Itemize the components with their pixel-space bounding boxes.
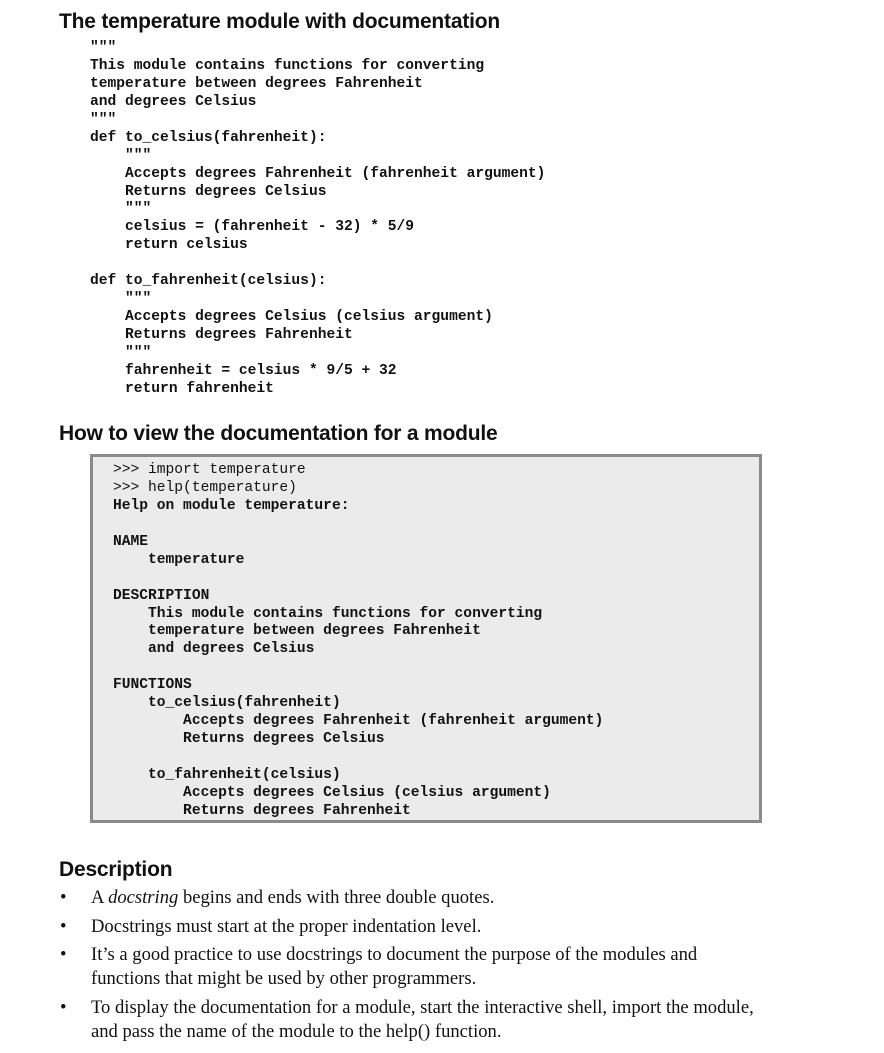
page-title: The temperature module with documentation xyxy=(59,10,501,33)
shell-block xyxy=(113,462,603,821)
bullet: • xyxy=(60,944,67,965)
shell-line: to_fahrenheit(celsius) xyxy=(113,766,341,783)
shell-line: FUNCTIONS xyxy=(113,677,192,694)
shell-line: NAME xyxy=(113,533,149,550)
bullet: • xyxy=(60,915,67,937)
bullet: • xyxy=(60,887,67,908)
code-line: return fahrenheit xyxy=(90,380,274,397)
list-item xyxy=(59,943,759,991)
list-item xyxy=(59,886,759,910)
list-item-text: begins and ends with three double quotes. xyxy=(178,887,495,908)
shell-line: temperature between degrees Fahrenheit xyxy=(113,623,481,640)
shell-output-panel xyxy=(90,454,762,823)
code-line: """ xyxy=(90,291,152,308)
shell-line: and degrees Celsius xyxy=(113,641,315,658)
list-item-text: Docstrings must start at the proper indentation level. xyxy=(91,915,482,937)
list-item xyxy=(59,915,759,939)
shell-line: Help on module temperature: xyxy=(113,497,350,514)
code-line xyxy=(90,255,545,273)
code-line: """ xyxy=(90,111,117,128)
shell-line: Returns degrees Celsius xyxy=(113,731,385,748)
bullet: • xyxy=(60,996,67,1018)
code-block xyxy=(90,40,545,399)
code-line: def to_fahrenheit(celsius): xyxy=(90,273,327,290)
shell-line: Returns degrees Fahrenheit xyxy=(113,802,411,819)
shell-line: >>> import temperature xyxy=(113,462,306,478)
list-item-text: It’s a good practice to use docstrings to document the purpose of the modules and functions that might be used by other programmers. xyxy=(91,944,698,989)
term-docstring: docstring xyxy=(108,887,179,908)
code-line: """ xyxy=(90,201,152,218)
code-line: def to_celsius(fahrenheit): xyxy=(90,129,327,146)
list-item xyxy=(59,996,759,1044)
shell-line xyxy=(113,659,603,677)
code-line: Returns degrees Fahrenheit xyxy=(90,327,353,343)
section-heading-description: Description xyxy=(59,858,173,881)
list-item-text: To display the documentation for a module, start the interactive shell, import the module, and pass the name of the module to the help() function. xyxy=(91,996,754,1042)
code-line: """ xyxy=(90,40,117,56)
code-line: Returns degrees Celsius xyxy=(90,183,327,200)
code-line: """ xyxy=(90,344,152,361)
code-line: celsius = (fahrenheit - 32) * 5/9 xyxy=(90,219,415,236)
shell-line: >>> help(temperature) xyxy=(113,479,297,496)
description-list xyxy=(59,886,759,1048)
shell-line: Accepts degrees Celsius (celsius argument) xyxy=(113,784,551,801)
code-line: Accepts degrees Fahrenheit (fahrenheit argument) xyxy=(90,165,546,182)
code-line: and degrees Celsius xyxy=(90,93,257,110)
shell-line: Accepts degrees Fahrenheit (fahrenheit argument) xyxy=(113,713,604,730)
shell-line: temperature xyxy=(113,551,245,568)
shell-line: to_celsius(fahrenheit) xyxy=(113,695,341,712)
list-item-text: A xyxy=(91,887,109,908)
code-line: Accepts degrees Celsius (celsius argument) xyxy=(90,309,493,326)
code-line: return celsius xyxy=(90,237,248,254)
shell-line: This module contains functions for converting xyxy=(113,605,543,622)
code-line: This module contains functions for converting xyxy=(90,57,485,74)
code-line: """ xyxy=(90,147,152,164)
section-heading-view-docs: How to view the documentation for a module xyxy=(59,422,498,445)
code-line: temperature between degrees Fahrenheit xyxy=(90,75,423,92)
shell-line xyxy=(113,516,603,534)
shell-line xyxy=(113,749,603,767)
shell-line xyxy=(113,570,603,588)
code-line: fahrenheit = celsius * 9/5 + 32 xyxy=(90,362,397,379)
shell-line: DESCRIPTION xyxy=(113,587,210,604)
